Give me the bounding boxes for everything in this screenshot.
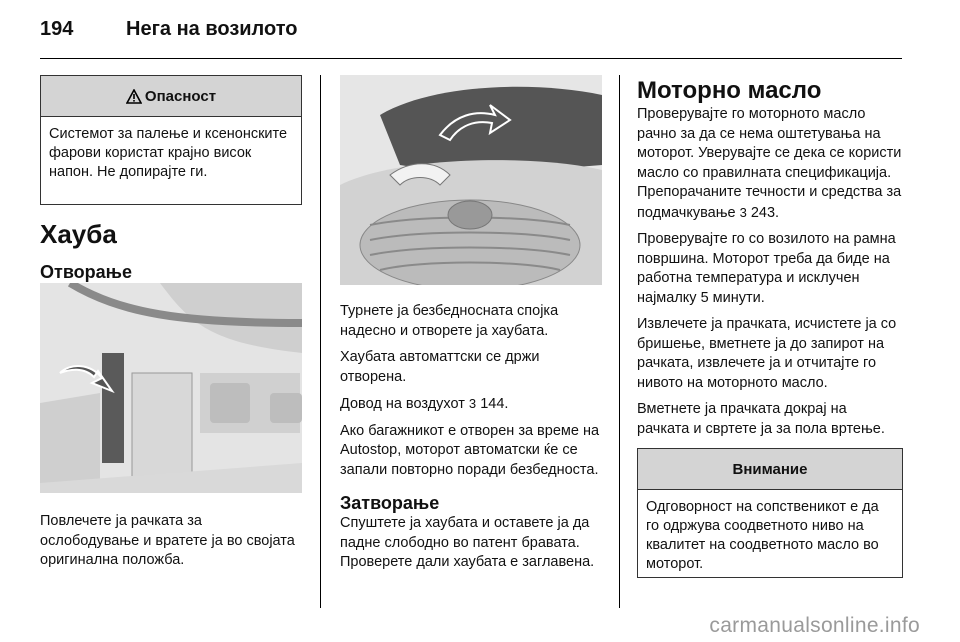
dipstick-paragraph: Извлечете ја прачката, исчистете ја со бришење, вметнете ја до запирот на рачката, извлечете ја и отчитајте го нивото на моторното масло. bbox=[637, 316, 897, 391]
air-intake-paragraph: Довод на воздухот 3 144. bbox=[340, 396, 509, 412]
danger-box-title: Опасност bbox=[144, 87, 217, 105]
hood-release-lever-illustration bbox=[40, 283, 302, 493]
page-number: 194 bbox=[40, 18, 74, 40]
column-divider-1 bbox=[320, 75, 321, 608]
page-header bbox=[40, 18, 902, 58]
notice-box bbox=[637, 448, 903, 578]
column-left bbox=[40, 75, 302, 568]
column-divider-2 bbox=[619, 75, 620, 608]
hood-held-open-paragraph: Хаубата автоматтски се држи отворена. bbox=[340, 349, 540, 385]
insert-dipstick-paragraph: Вметнете ја прачката докрај на рачката и свртете ја за пола вртење. bbox=[637, 401, 885, 437]
column-middle bbox=[340, 302, 602, 573]
page-reference-icon: 3 bbox=[739, 204, 747, 220]
column-right bbox=[637, 75, 903, 578]
notice-box-text: Одговорност на сопственикот е да го одржува соодветното ниво на квалитет на соодветното масло во моторот. bbox=[646, 499, 879, 572]
danger-box-text: Системот за палење и ксенонските фарови користат крајно висок напон. Не допирајте ги. bbox=[49, 126, 288, 180]
autostop-paragraph: Ако багажникот е отворен за време на Autostop, моторот автоматски ќе се запали повторно поради безбедноста. bbox=[340, 422, 600, 478]
subsection-title-closing: Затворање bbox=[340, 493, 440, 513]
page-reference-icon: 3 bbox=[468, 396, 477, 411]
notice-box-header: Внимание bbox=[638, 449, 902, 490]
warning-triangle-icon bbox=[126, 89, 142, 104]
level-surface-paragraph: Проверувајте го со возилото на рамна површина. Моторот треба да биде на работна температура и исклучен најмалку 5 минути. bbox=[637, 231, 896, 306]
closing-paragraph: Спуштете ја хаубата и оставете ја да падне слободно во патент бравата. Проверете дали хаубата е заглавена. bbox=[340, 515, 595, 570]
oil-check-paragraph: Проверувајте го моторното масло рачно за да се нема оштетувања на моторот. Уверувајте се дека се користи масло со правилната спецификација. Препорачаните течности и средства за подмачкување 3 243. bbox=[637, 106, 902, 221]
opening-paragraph: Повлечете ја рачката за ослободување и вратете ја во својата оригинална положба. bbox=[40, 513, 295, 568]
push-catch-paragraph: Турнете ја безбедносната спојка надесно и отворете ја хаубата. bbox=[340, 303, 559, 339]
header-divider bbox=[40, 58, 902, 59]
danger-box-header bbox=[41, 76, 301, 117]
subsection-title-opening: Отворање bbox=[40, 262, 132, 282]
hood-safety-catch-illustration bbox=[340, 75, 602, 285]
section-title-engine-oil: Моторно масло bbox=[637, 77, 822, 104]
section-title-hood: Хауба bbox=[40, 219, 117, 249]
page-title: Нега на возилото bbox=[126, 18, 298, 40]
watermark: carmanualsonline.info bbox=[709, 614, 920, 637]
danger-box bbox=[40, 75, 302, 205]
